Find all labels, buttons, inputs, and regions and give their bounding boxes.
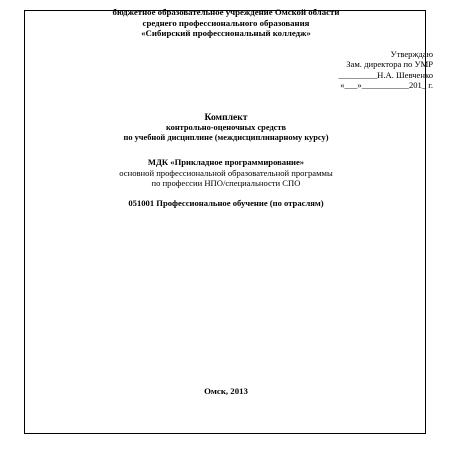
document-subtitle xyxy=(0,123,452,143)
discipline-block xyxy=(0,157,452,189)
institution-line-2: среднего профессионального образования xyxy=(142,17,310,28)
place-year: Омск, 2013 xyxy=(204,386,248,396)
institution-header xyxy=(0,7,452,39)
approval-signature: _________Н.А. Шевченко xyxy=(338,69,433,80)
document-title: Комплект xyxy=(204,112,248,123)
approval-heading: Утверждаю xyxy=(390,49,433,59)
approval-block xyxy=(338,49,433,90)
discipline-program: основной профессиональной образовательной программы xyxy=(119,167,333,178)
discipline-profession: по профессии НПО/специальности СПО xyxy=(151,178,301,188)
institution-line-1: бюджетное образовательное учреждение Омской области xyxy=(112,7,340,17)
institution-line-3: «Сибирский профессиональный колледж» xyxy=(141,28,311,38)
specialty-code: 051001 Профессиональное обучение (по отраслям) xyxy=(128,198,324,208)
approval-position: Зам. директора по УМР xyxy=(346,59,433,70)
subtitle-line-2: по учебной дисциплине (междисциплинарному курсу) xyxy=(123,133,329,142)
approval-date: «___»___________201_ г. xyxy=(340,79,433,90)
subtitle-line-1: контрольно-оценочных средств xyxy=(165,123,287,132)
discipline-name: МДК «Прикладное программирование» xyxy=(147,157,305,167)
